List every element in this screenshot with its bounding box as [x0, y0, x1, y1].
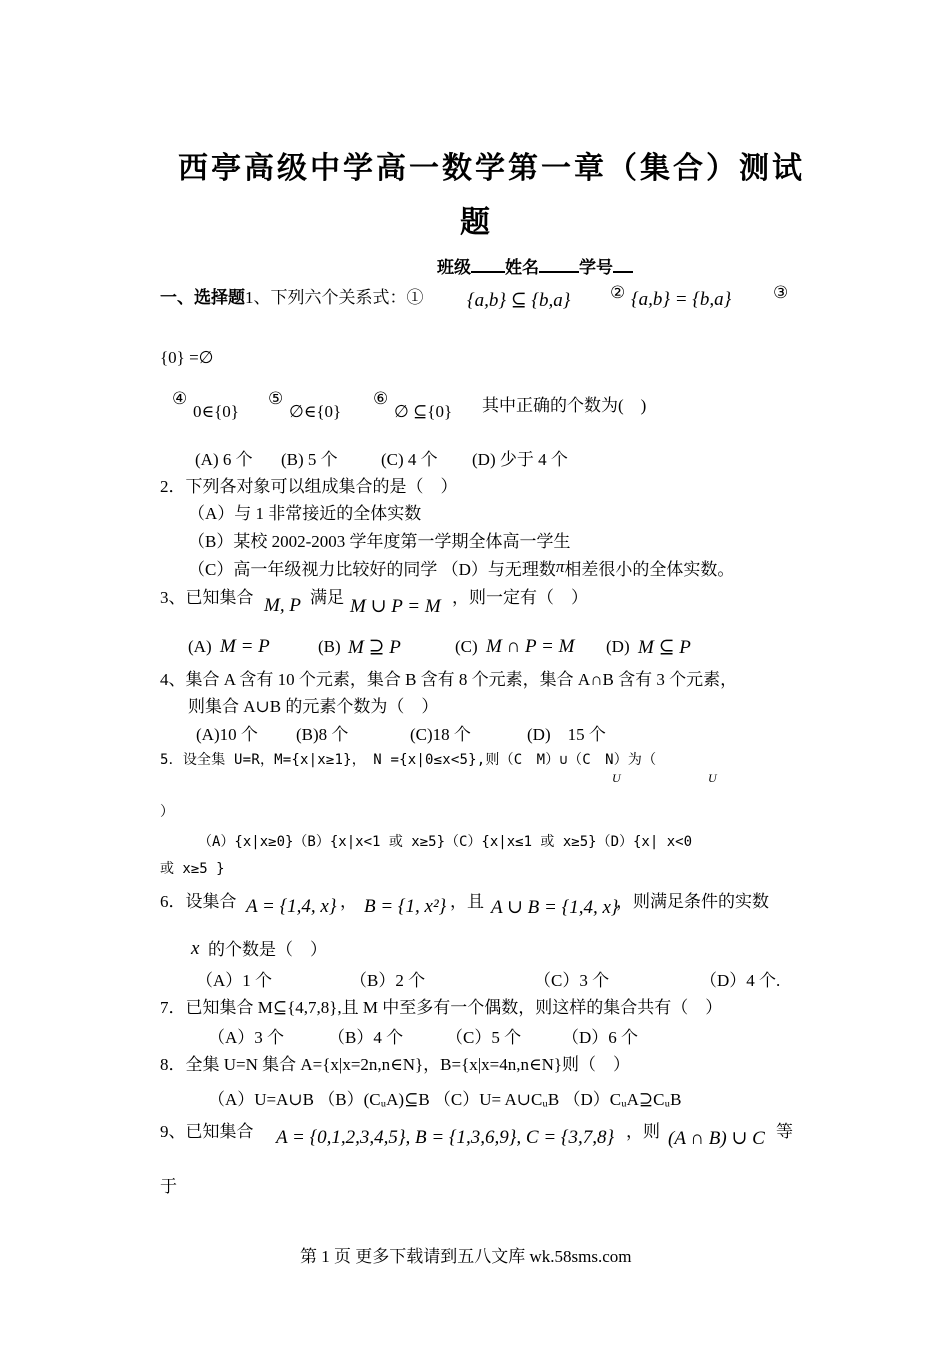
pi-symbol: π — [555, 557, 565, 576]
q6-option-a: （A）1 个 — [196, 971, 273, 990]
question-7-stem: 7．已知集合 M⊆{4,7,8},且 M 中至多有一个偶数，则这样的集合共有（ ） — [160, 998, 723, 1017]
question-1-tail: 其中正确的个数为( ) — [482, 396, 647, 415]
question-5-line-1-close: ） — [160, 804, 174, 820]
question-4-line-1: 4、集合 A 含有 10 个元素，集合 B 含有 8 个元素，集合 A∩B 含有 3 个元素， — [160, 670, 738, 689]
name-label: 姓名 — [505, 258, 539, 277]
q5-options-continued: 或 x≥5 } — [160, 861, 225, 877]
q3-option-c: M ∩ P = M — [486, 636, 575, 657]
name-blank — [539, 271, 579, 273]
question-5-line-1: 5．设全集 U=R，M={x|x≥1}， N ={x|0≤x<5},则（C M）∪（C N）为（ — [160, 752, 657, 768]
q7-option-a: （A）3 个 — [208, 1028, 285, 1047]
page-title: 西亭高级中学高一数学第一章（集合）测试 — [178, 151, 805, 186]
q4-option-c: (C)18 个 — [410, 725, 471, 744]
q8-options: （A）U=A∪B （B）(CᵤA)⊆B （C）U= A∪CᵤB （D）CᵤA⊇CᵤB — [208, 1090, 682, 1109]
question-1-stem-line — [160, 283, 424, 308]
relation-6-marker: ⑥ — [373, 389, 389, 408]
question-6-stem-d: 的个数是（ ） — [208, 940, 327, 959]
question-8-stem: 8．全集 U=N 集合 A={x|x=2n,n∈N}，B={x|x=4n,n∈N}则（ ） — [160, 1055, 631, 1074]
q6-option-d: （D）4 个. — [700, 971, 781, 990]
complement-subscript-1: U — [612, 771, 621, 785]
relation-3: {0} =∅ — [160, 348, 214, 367]
q2-option-c-d — [188, 555, 734, 580]
relation-2: {a,b} = {b,a} — [631, 289, 732, 310]
q6-set-a: A = {1,4, x} — [246, 896, 337, 917]
q1-option-b: (B) 5 个 — [281, 450, 338, 469]
q4-option-d: (D) 15 个 — [527, 725, 606, 744]
q4-option-a: (A)10 个 — [196, 725, 258, 744]
q6-set-b: B = {1, x²} — [364, 896, 447, 917]
class-label: 班级 — [437, 258, 471, 277]
relation-1: {a,b} ⊆ {b,a} — [467, 290, 571, 311]
question-9-stem-d: 于 — [160, 1177, 177, 1196]
question-2-stem: 2．下列各对象可以组成集合的是（ ） — [160, 477, 458, 496]
q6-union: A ∪ B = {1,4, x} — [491, 897, 619, 918]
question-1-stem: 1、下列六个关系式： — [245, 288, 407, 307]
q9-expression: (A ∩ B) ∪ C — [668, 1128, 765, 1149]
q2-option-b: （B）某校 2002-2003 学年度第一学期全体高一学生 — [188, 532, 571, 551]
complement-subscript-2: U — [708, 771, 717, 785]
question-4-line-2: 则集合 A∪B 的元素个数为（ ） — [188, 697, 439, 716]
relation-4-marker: ④ — [172, 389, 188, 408]
q6-variable-x: x — [191, 938, 200, 959]
question-3-stem-b: 满足 — [310, 588, 344, 607]
relation-3-marker: ③ — [773, 283, 789, 302]
q3-option-a-label: (A) — [188, 637, 212, 656]
relation-6: ∅ ⊆{0} — [394, 402, 453, 421]
q1-option-c: (C) 4 个 — [381, 450, 438, 469]
q3-option-b: M ⊇ P — [348, 637, 401, 658]
q2-option-d-tail: 相差很小的全体实数。 — [564, 560, 735, 579]
q5-options: （A）{x|x≥0}（B）{x|x<1 或 x≥5}（C）{x|x≤1 或 x≥5}（D）{x| x<0 — [198, 834, 693, 850]
section-heading: 一、选择题 — [160, 288, 245, 307]
q7-option-b: （B）4 个 — [328, 1028, 404, 1047]
q2-option-a: （A）与 1 非常接近的全体实数 — [188, 504, 422, 523]
class-blank — [471, 271, 505, 273]
number-label: 学号 — [579, 258, 613, 277]
q3-option-a: M = P — [220, 636, 270, 657]
question-9-stem-c: 等 — [776, 1122, 793, 1141]
page-title-continued: 题 — [460, 205, 493, 240]
q3-option-c-label: (C) — [455, 637, 478, 656]
student-info-line — [437, 253, 633, 278]
q1-option-a: (A) 6 个 — [195, 450, 253, 469]
relation-5: ∅∈{0} — [289, 402, 342, 421]
q7-option-c: （C）5 个 — [446, 1028, 522, 1047]
question-6-stem-a: 6．设集合 — [160, 892, 237, 911]
q4-option-b: (B)8 个 — [296, 725, 349, 744]
q7-option-d: （D）6 个 — [562, 1028, 639, 1047]
q9-sets: A = {0,1,2,3,4,5}, B = {1,3,6,9}, C = {3,7,8} — [276, 1127, 615, 1148]
q3-option-b-label: (B) — [318, 637, 341, 656]
question-3-stem-c: ，则一定有（ ） — [452, 588, 588, 607]
number-blank — [613, 271, 633, 273]
question-3-stem-a: 3、已知集合 — [160, 588, 254, 607]
page-footer: 第 1 页 更多下载请到五八文库 wk.58sms.com — [300, 1247, 632, 1266]
relation-4: 0∈{0} — [193, 402, 239, 421]
question-6-stem-c: ，则满足条件的实数 — [616, 892, 769, 911]
relation-2-marker: ② — [610, 283, 626, 302]
q3-sets-mp: M, P — [264, 595, 301, 616]
q2-option-c-text: （C）高一年级视力比较好的同学 （D）与无理数 — [188, 560, 556, 579]
relation-5-marker: ⑤ — [268, 389, 284, 408]
q6-option-b: （B）2 个 — [350, 971, 426, 990]
q3-option-d: M ⊆ P — [638, 637, 691, 658]
q3-condition: M ∪ P = M — [350, 596, 441, 617]
q3-option-d-label: (D) — [606, 637, 630, 656]
q1-option-d: (D) 少于 4 个 — [472, 450, 568, 469]
relation-1-marker: ① — [406, 288, 424, 307]
question-9-stem-a: 9、已知集合 — [160, 1122, 254, 1141]
question-6-stem-b: ，且 — [450, 892, 484, 911]
q6-option-c: （C）3 个 — [534, 971, 610, 990]
question-9-stem-b: ，则 — [626, 1122, 660, 1141]
q6-separator: ， — [340, 892, 357, 911]
